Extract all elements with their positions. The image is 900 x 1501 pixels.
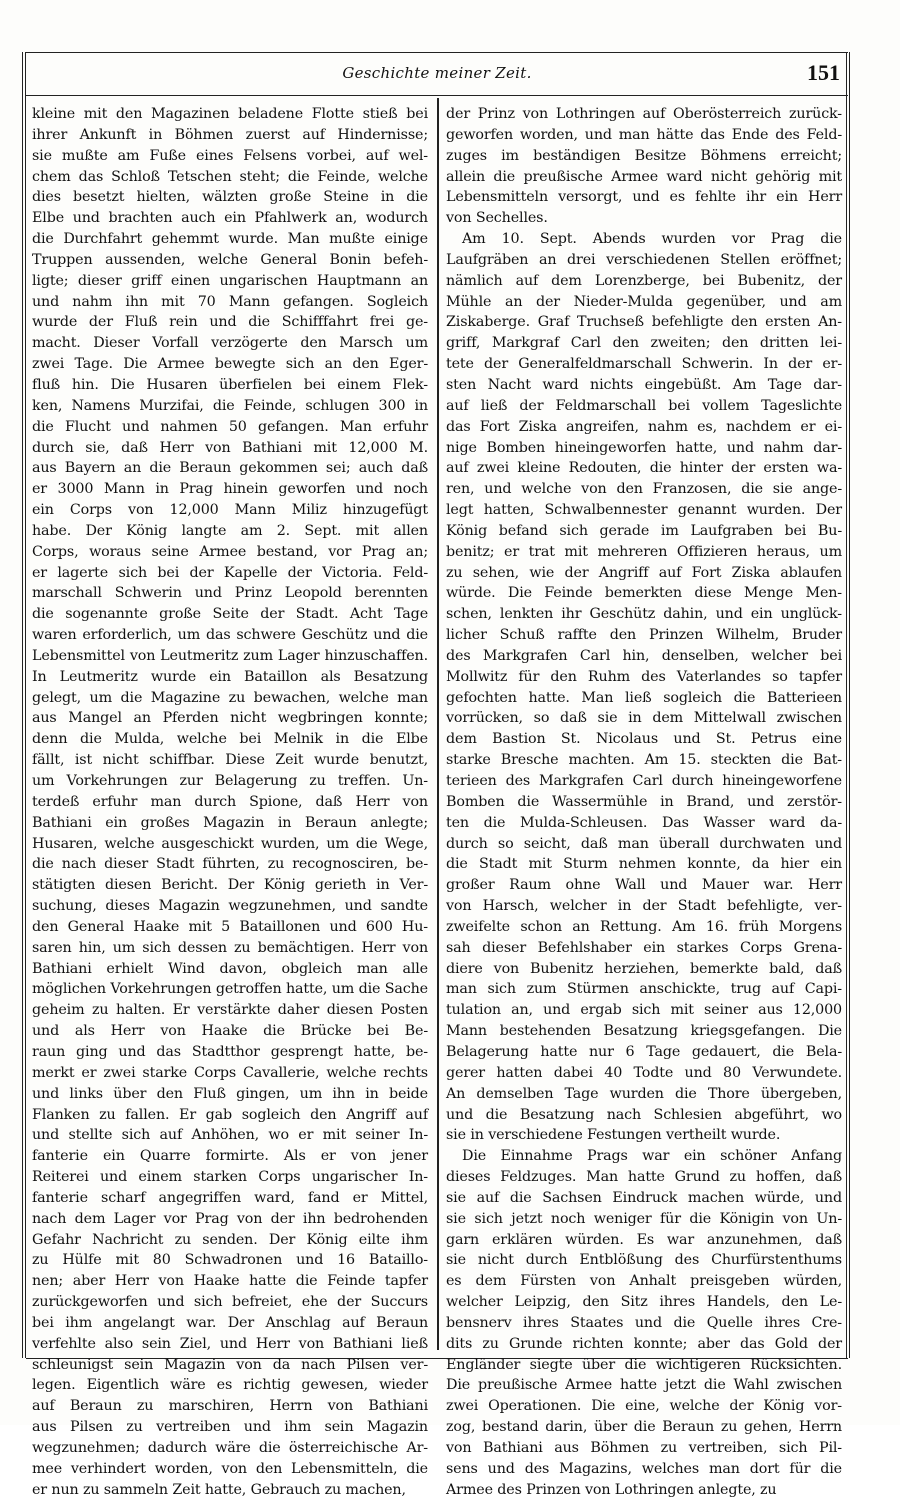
text-line: Lebensmitteln versorgt, und es fehlte ihr ein Herr: [446, 189, 842, 206]
text-line: ren, und welche von den Franzosen, die sie ange-: [446, 481, 842, 498]
left-border-rule: [22, 52, 26, 1358]
text-line: legt hatten, Schwalbennester genannt wurden. Der: [446, 502, 842, 519]
text-line: fanterie scharf angegriffen ward, fand er Mittel,: [32, 1189, 428, 1206]
text-line: der Prinz von Lothringen auf Oberösterreich zurück-: [446, 106, 842, 122]
text-line: möglichen Vorkehrungen getroffen hatte, um die Sache: [32, 981, 428, 998]
text-line: merkt er zwei starke Corps Cavallerie, welche rechts: [32, 1064, 428, 1081]
text-line: sens und des Magazins, welches man dort für die: [446, 1460, 842, 1477]
text-line: Flanken zu fallen. Er gab sogleich den Angriff auf: [32, 1106, 428, 1123]
text-line: er 3000 Mann in Prag hinein geworfen und noch: [32, 481, 428, 498]
text-line: würde. Die Feinde bemerkten diese Menge Men-: [446, 585, 842, 602]
text-line: Corps, woraus seine Armee bestand, vor Prag an;: [32, 543, 428, 560]
text-line: dieses Feldzuges. Man hatte Grund zu hoffen, daß: [446, 1169, 842, 1186]
text-line: stätigten diesen Bericht. Der König gerieth in Ver-: [32, 877, 428, 894]
text-line: macht. Dieser Vorfall verzögerte den Marsch um: [32, 335, 428, 352]
page-header: [30, 60, 844, 96]
text-line: mee verhindert worden, von den Lebensmitteln, die: [32, 1460, 428, 1477]
text-line: habe. Der König langte am 2. Sept. mit allen: [32, 522, 428, 539]
text-line: Bathiani ein großes Magazin in Beraun anlegte;: [32, 814, 428, 831]
text-line: diere von Bubenitz herziehen, bemerkte bald, daß: [446, 960, 842, 977]
text-line: ten die Mulda-Schleusen. Das Wasser ward da-: [446, 814, 842, 831]
text-line: man sich zum Stürmen anschickte, trug auf Capi-: [446, 981, 842, 998]
text-line: raun ging und das Stadtthor gesprengt hatte, be-: [32, 1043, 428, 1060]
text-line: wurde der Fluß rein und die Schifffahrt frei ge-: [32, 314, 428, 331]
text-line: zu sehen, wie der Angriff auf Fort Ziska ablaufen: [446, 564, 842, 581]
text-line: auf ließ der Feldmarschall bei vollem Tageslichte: [446, 397, 842, 414]
text-line: und als Herr von Haake die Brücke bei Be-: [32, 1023, 428, 1040]
text-line: wegzunehmen; dadurch wäre die österreichische Ar-: [32, 1440, 428, 1456]
text-line: fluß hin. Die Husaren überfielen bei einem Flek-: [32, 376, 428, 393]
text-line: Husaren, welche ausgeschickt wurden, um die Wege,: [32, 835, 428, 852]
text-line: von Sechelles.: [446, 210, 548, 227]
text-line: ligte; dieser griff einen ungarischen Hauptmann an: [32, 272, 428, 289]
text-line: Elbe und brachten auch ein Pfahlwerk an, wodurch: [32, 210, 428, 227]
text-line: sie sich jetzt noch weniger für die Königin von Un-: [446, 1210, 842, 1227]
text-line: geheim zu halten. Er verstärkte daher diesen Posten: [32, 1002, 428, 1019]
text-line: Lebensmittel von Leutmeritz zum Lager hinzuschaffen.: [32, 647, 428, 664]
text-line: zurückgeworfen und sich befreiet, ehe der Succurs: [32, 1294, 428, 1311]
text-line: dem Bastion St. Nicolaus und St. Petrus eine: [446, 731, 842, 748]
text-line: sie in verschiedene Festungen vertheilt wurde.: [446, 1127, 781, 1144]
text-line: das Fort Ziska angreifen, nahm es, nachdem er ei-: [446, 418, 842, 435]
text-line: ein Corps von 12,000 Mann Miliz hinzugefügt: [32, 502, 428, 519]
text-line: Laufgräben an drei verschiedenen Stellen eröffnet;: [446, 251, 842, 268]
text-line: zog, bestand darin, über die Beraun zu gehen, Herrn: [446, 1419, 842, 1436]
text-line: die Flucht und nahmen 50 gefangen. Man erfuhr: [32, 418, 428, 435]
text-line: zu Hülfe mit 80 Schwadronen und 16 Bataillo-: [32, 1252, 428, 1269]
text-line: bei ihm angelangt war. Der Anschlag auf Beraun: [32, 1314, 428, 1331]
text-line: schleunigst sein Magazin von da nach Pilsen ver-: [32, 1356, 428, 1373]
text-line: zuges im beständigen Besitze Böhmens erreicht;: [446, 147, 842, 164]
text-line: sie nicht durch Entblößung des Churfürstenthums: [446, 1252, 842, 1269]
text-line: es dem Fürsten von Anhalt preisgeben würden,: [446, 1273, 842, 1290]
text-line: gerer hatten dabei 40 Todte und 80 Verwundete.: [446, 1064, 842, 1081]
text-line: sie mußte am Fuße eines Felsens vorbei, auf wel-: [32, 147, 428, 164]
text-line: nige Bomben hineingeworfen hatte, und nahm dar-: [446, 439, 842, 456]
text-line: und nahm ihn mit 70 Mann gefangen. Sogleich: [32, 293, 428, 310]
text-line: Reiterei und einem starken Corps ungarischer In-: [32, 1169, 428, 1186]
text-line: sah dieser Befehlshaber ein starkes Corps Grena-: [446, 939, 842, 956]
header-rule: [26, 95, 848, 96]
text-line: Die Einnahme Prags war ein schöner Anfang: [462, 1148, 842, 1165]
text-line: Mollwitz für den Ruhm des Vaterlandes so tapfer: [446, 668, 842, 685]
right-column: [446, 104, 842, 1498]
column-divider: [437, 98, 439, 1350]
text-line: licher Schuß raffte den Prinzen Wilhelm, Bruder: [446, 627, 842, 644]
text-line: waren erforderlich, um das schwere Geschütz und die: [32, 627, 428, 644]
text-line: legen. Eigentlich wäre es richtig gewesen, wieder: [32, 1377, 428, 1394]
text-line: bensnerv ihres Staates und die Quelle ihres Cre-: [446, 1314, 842, 1331]
text-line: terieen des Markgrafen Carl durch hineingeworfene: [446, 773, 842, 789]
text-line: geworfen worden, und man hätte das Ende des Feld-: [446, 126, 842, 143]
text-line: starke Bresche machten. Am 15. steckten die Bat-: [446, 752, 842, 769]
text-line: die Durchfahrt gehemmt wurde. Man mußte einige: [32, 231, 428, 248]
text-line: vorrücken, so daß sie in dem Mittelwall zwischen: [446, 710, 842, 727]
text-line: dies besetzt hielten, wälzten große Steine in die: [32, 189, 428, 206]
text-line: tete der Generalfeldmarschall Schwerin. In der er-: [446, 356, 842, 373]
text-line: den General Haake mit 5 Bataillonen und 600 Hu-: [32, 918, 428, 935]
text-line: sie auf die Sachsen Eindruck machen würde, und: [446, 1189, 842, 1206]
text-line: zweifelte schon an Rettung. Am 16. früh Morgens: [446, 918, 842, 935]
text-line: suchung, dieses Magazin wegzunehmen, und sandte: [32, 898, 428, 915]
text-line: König befand sich gerade im Laufgraben bei Bu-: [446, 522, 842, 539]
text-line: Mühle an der Nieder-Mulda gegenüber, und am: [446, 293, 842, 310]
text-line: die Stadt mit Sturm nehmen konnte, da hier ein: [446, 856, 842, 873]
text-line: fanterie ein Quarre formirte. Als er von jener: [32, 1148, 428, 1165]
text-line: durch so seicht, daß man überall durchwaten und: [446, 835, 842, 852]
text-line: ihrer Ankunft in Böhmen zuerst auf Hindernisse;: [32, 126, 428, 143]
page-number: 151: [807, 60, 840, 85]
text-line: von Harsch, welcher in der Stadt befehligte, ver-: [446, 898, 842, 915]
text-line: zwei Tage. Die Armee bewegte sich an den Eger-: [32, 356, 428, 373]
text-line: In Leutmeritz wurde ein Bataillon als Besatzung: [32, 668, 428, 685]
text-line: schen, lenkten ihr Geschütz dahin, und ein unglück-: [446, 606, 842, 623]
text-line: Armee des Prinzen von Lothringen anlegte, zu: [446, 1481, 777, 1498]
text-line: er lagerte sich bei der Kapelle der Victoria. Feld-: [32, 564, 428, 581]
text-line: und stellte sich auf Anhöhen, wo er mit seiner In-: [32, 1127, 428, 1144]
text-line: Bomben die Wassermühle in Brand, und zerstör-: [446, 793, 842, 810]
text-line: und die Besatzung nach Schlesien abgeführt, wo: [446, 1106, 842, 1123]
text-line: er nun zu sammeln Zeit hatte, Gebrauch zu machen,: [32, 1481, 406, 1498]
text-line: nach dem Lager vor Prag von der ihn bedrohenden: [32, 1210, 428, 1227]
text-line: um Vorkehrungen zur Belagerung zu treffen. Un-: [32, 773, 428, 789]
text-line: gefochten hatte. Man ließ sogleich die Batterieen: [446, 689, 842, 706]
text-line: aus Pilsen zu vertreiben und ihm sein Magazin: [32, 1419, 428, 1436]
text-line: An demselben Tage wurden die Thore übergeben,: [446, 1085, 842, 1102]
text-line: Ziskaberge. Graf Truchseß befehligte den ersten An-: [446, 314, 842, 331]
text-line: nämlich auf dem Lorenzberge, bei Bubenitz, der: [446, 272, 842, 289]
text-line: gelegt, um die Magazine zu bewachen, welche man: [32, 689, 428, 706]
text-line: die nach dieser Stadt führten, zu recognosciren, be-: [32, 856, 428, 873]
text-line: aus Mangel an Pferden nicht wegbringen konnte;: [32, 710, 428, 727]
text-line: des Markgrafen Carl hin, denselben, welcher bei: [446, 647, 842, 664]
text-line: terdeß erfuhr man durch Spione, daß Herr von: [32, 793, 428, 810]
text-line: sten Nacht ward nichts eingebüßt. Am Tage dar-: [446, 376, 842, 393]
text-line: verfehlte also sein Ziel, und Herr von Bathiani ließ: [32, 1335, 428, 1352]
text-line: ken, Namens Murzifai, die Feinde, schlugen 300 in: [32, 397, 428, 414]
left-column: [32, 104, 428, 1498]
text-line: Die preußische Armee hatte jetzt die Wahl zwischen: [446, 1377, 842, 1394]
text-line: saren hin, um sich dessen zu bemächtigen. Herr von: [32, 939, 428, 956]
text-line: auf Beraun zu marschiren, Herrn von Bathiani: [32, 1398, 428, 1415]
text-line: Belagerung hatte nur 6 Tage gedauert, die Bela-: [446, 1043, 842, 1060]
text-line: aus Bayern an die Beraun gekommen sei; auch daß: [32, 460, 428, 477]
text-line: Truppen aussenden, welche General Bonin befeh-: [32, 251, 428, 268]
text-line: zwei Operationen. Die eine, welche der König vor-: [446, 1398, 842, 1415]
text-line: von Bathiani aus Böhmen zu vertreiben, sich Pil-: [446, 1440, 842, 1456]
text-line: nen; aber Herr von Haake hatte die Feinde tapfer: [32, 1273, 428, 1290]
text-line: griff, Markgraf Carl den zweiten; den dritten lei-: [446, 335, 842, 352]
text-line: welcher Leipzig, den Sitz ihres Handels, den Le-: [446, 1294, 842, 1311]
text-line: Engländer siegte über die wichtigeren Rücksichten.: [446, 1356, 842, 1373]
text-line: Bathiani erhielt Wind davon, obgleich man alle: [32, 960, 428, 977]
right-border-rule: [846, 52, 850, 1358]
text-line: und links über den Fluß gingen, um ihn in beide: [32, 1085, 428, 1102]
text-line: allein die preußische Armee ward nicht gehörig mit: [446, 168, 842, 185]
text-line: großer Raum ohne Wall und Mauer war. Herr: [446, 877, 842, 894]
text-line: garn erklären würden. Es war anzunehmen, daß: [446, 1231, 842, 1248]
text-line: auf zwei kleine Redouten, die hinter der ersten wa-: [446, 460, 842, 477]
text-line: Mann bestehenden Besatzung kriegsgefangen. Die: [446, 1023, 842, 1040]
text-line: chem das Schloß Tetschen steht; die Feinde, welche: [32, 168, 428, 185]
text-line: Gefahr Nachricht zu senden. Der König eilte ihm: [32, 1231, 428, 1248]
text-line: tulation an, und ergab sich mit seiner aus 12,000: [446, 1002, 842, 1019]
text-line: marschall Schwerin und Prinz Leopold berennten: [32, 585, 428, 602]
text-line: die sogenannte große Seite der Stadt. Acht Tage: [32, 606, 428, 623]
text-line: fällt, ist nicht schiffbar. Diese Zeit wurde benutzt,: [32, 752, 428, 769]
text-line: dits zu Grunde richten konnte; aber das Gold der: [446, 1335, 842, 1352]
running-title: Geschichte meiner Zeit.: [342, 64, 532, 82]
text-line: kleine mit den Magazinen beladene Flotte stieß bei: [32, 106, 428, 122]
text-line: benitz; er trat mit mehreren Offizieren heraus, um: [446, 543, 842, 560]
text-line: denn die Mulda, welche bei Melnik in die Elbe: [32, 731, 428, 748]
text-line: Am 10. Sept. Abends wurden vor Prag die: [462, 231, 842, 248]
text-line: durch sie, daß Herr von Bathiani mit 12,000 M.: [32, 439, 428, 456]
